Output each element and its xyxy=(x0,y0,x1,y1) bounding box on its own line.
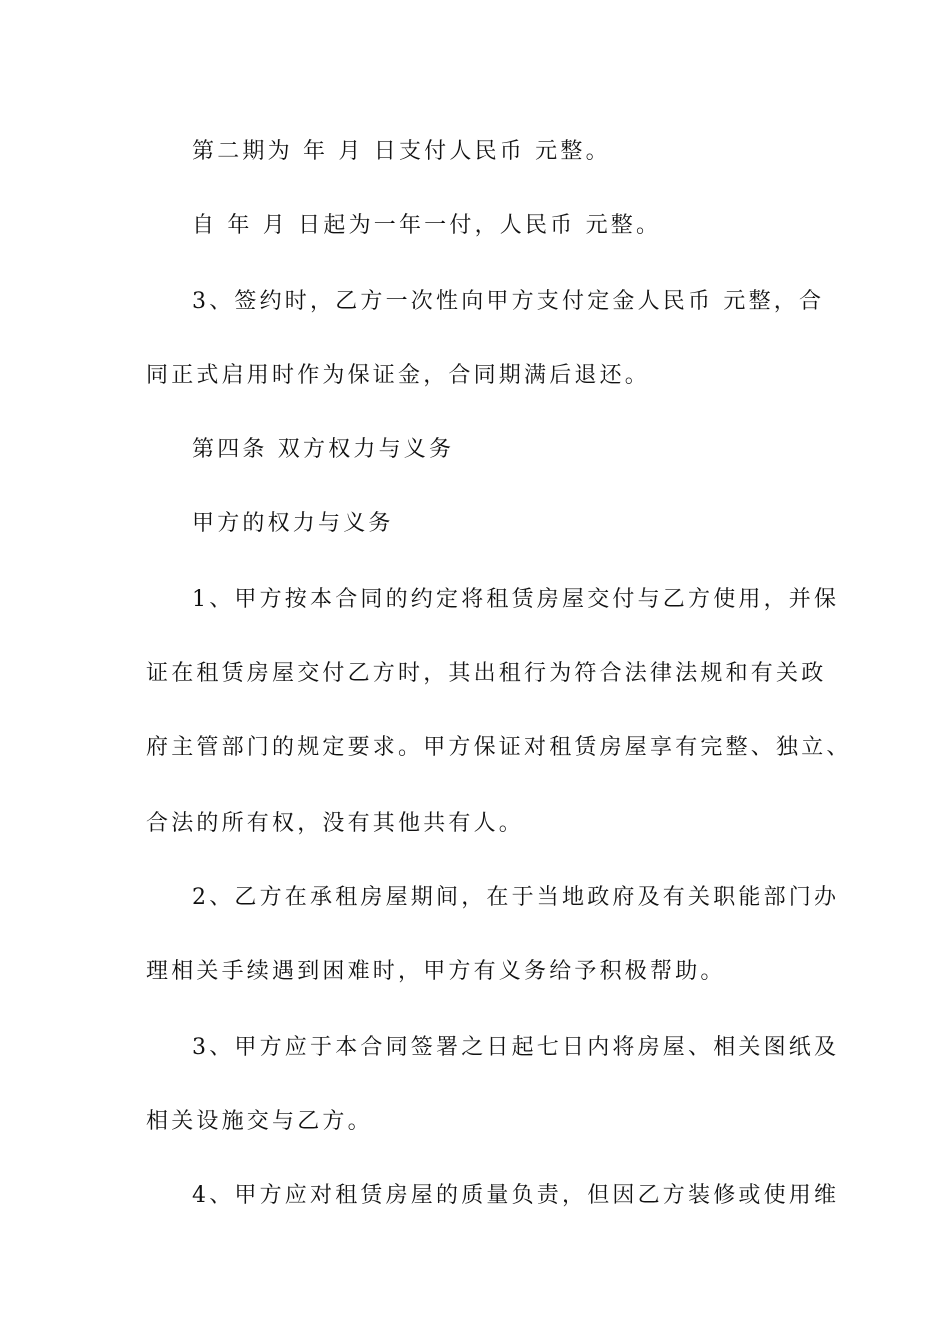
subsection-heading: 甲方的权力与义务 xyxy=(192,511,394,536)
text-line-3: 3、签约时，乙方一次性向甲方支付定金人民币 元整，合 xyxy=(192,289,825,314)
text-line-2: 自 年 月 日起为一年一付，人民币 元整。 xyxy=(192,213,662,238)
text-line-15: 4、甲方应对租赁房屋的质量负责，但因乙方装修或使用维 xyxy=(192,1183,840,1208)
text-line-11: 2、乙方在承租房屋期间，在于当地政府及有关职能部门办 xyxy=(192,885,840,910)
text-line-1: 第二期为 年 月 日支付人民币 元整。 xyxy=(192,139,611,164)
text-line-8: 证在租赁房屋交付乙方时，其出租行为符合法律法规和有关政 xyxy=(146,661,827,686)
text-line-4: 同正式启用时作为保证金，合同期满后退还。 xyxy=(146,363,651,388)
text-line-10: 合法的所有权，没有其他共有人。 xyxy=(146,811,525,836)
text-line-14: 相关设施交与乙方。 xyxy=(146,1109,373,1134)
section-heading: 第四条 双方权力与义务 xyxy=(192,437,455,462)
text-line-7: 1、甲方按本合同的约定将租赁房屋交付与乙方使用，并保 xyxy=(192,587,840,612)
text-line-12: 理相关手续遇到困难时，甲方有义务给予积极帮助。 xyxy=(146,959,726,984)
text-line-13: 3、甲方应于本合同签署之日起七日内将房屋、相关图纸及 xyxy=(192,1035,840,1060)
text-line-9: 府主管部门的规定要求。甲方保证对租赁房屋享有完整、独立、 xyxy=(146,735,852,760)
